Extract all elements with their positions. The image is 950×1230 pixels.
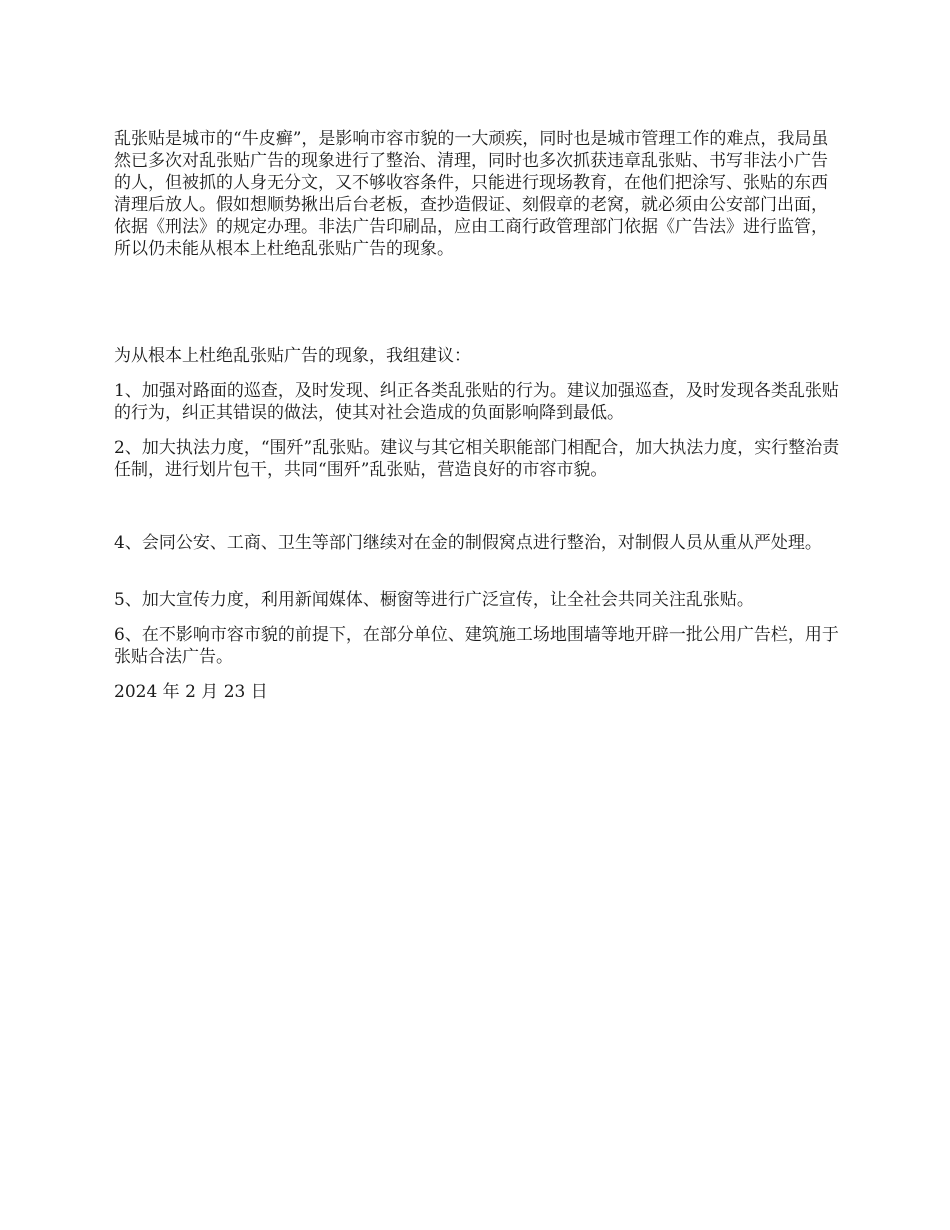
- suggestions-lead: 为从根本上杜绝乱张贴广告的现象，我组建议：: [114, 346, 471, 366]
- suggestion-item-5: 5、加大宣传力度，利用新闻媒体、橱窗等进行广泛宣传，让全社会共同关注乱张贴。: [114, 590, 754, 610]
- intro-paragraph: 乱张贴是城市的“牛皮癣”，是影响市容市貌的一大顽疾，同时也是城市管理工作的难点，我局虽然已多次对乱张贴广告的现象进行了整治、清理，同时也多次抓获违章乱张贴、书写非法小广告的人，但被抓的人身无分文，又不够收容条件，只能进行现场教育，在他们把涂写、张贴的东西清理后放人。假如想顺势揪出后台老板，查抄造假证、刻假章的老窝，就必须由公安部门出面，依据《刑法》的规定办理。非法广告印刷品，应由工商行政管理部门依据《广告法》进行监管，所以仍未能从根本上杜绝乱张贴广告的现象。: [114, 129, 829, 259]
- document-date: 2024 年 2 月 23 日: [114, 682, 268, 702]
- suggestion-item-4: 4、会同公安、工商、卫生等部门继续对在金的制假窝点进行整治，对制假人员从重从严处理。: [114, 533, 822, 553]
- suggestion-item-2: 2、加大执法力度，“围歼”乱张贴。建议与其它相关职能部门相配合，加大执法力度，实行整治责任制，进行划片包干，共同“围歼”乱张贴，营造良好的市容市貌。: [114, 438, 840, 480]
- suggestion-item-1: 1、加强对路面的巡查，及时发现、纠正各类乱张贴的行为。建议加强巡查，及时发现各类乱张贴的行为，纠正其错误的做法，使其对社会造成的负面影响降到最低。: [114, 381, 839, 423]
- suggestion-item-6: 6、在不影响市容市貌的前提下，在部分单位、建筑施工场地围墙等地开辟一批公用广告栏，用于张贴合法广告。: [114, 625, 839, 667]
